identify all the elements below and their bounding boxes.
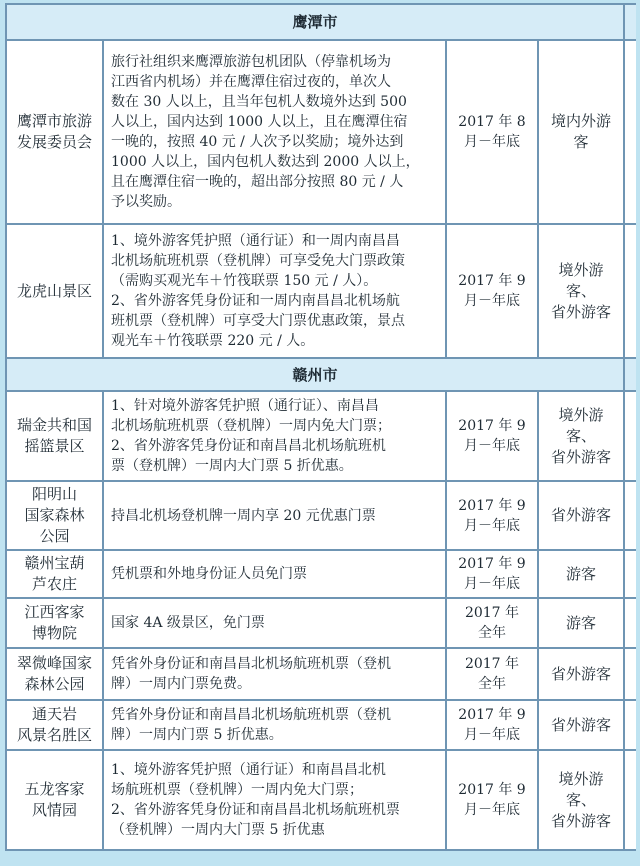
target-visitors-line: 省外游客 (551, 506, 612, 524)
policy-text (103, 750, 446, 850)
policy-text-line: 1、针对境外游客凭护照（通行证）、南昌昌 (111, 398, 379, 414)
section-title: 鹰潭市 (6, 4, 624, 40)
table-edge-cell (624, 648, 636, 700)
policy-text-line: 票（登机牌）一周内大门票 5 折优惠。 (111, 458, 353, 474)
attraction-name-line: 风情园 (31, 801, 77, 819)
target-visitors (538, 700, 624, 750)
policy-text (103, 481, 446, 550)
policy-text-line: 江西省内机场）并在鹰潭住宿过夜的，单次人 (111, 74, 391, 90)
validity-period (446, 750, 538, 850)
policy-text-line: 人以上，国内达到 1000 人以上，且在鹰潭住宿 (111, 114, 408, 130)
table-edge-cell (624, 391, 636, 481)
policy-text-line: 一晚的，按照 40 元 / 人次予以奖励；境外达到 (111, 134, 404, 150)
validity-period (446, 648, 538, 700)
target-visitors (538, 40, 624, 224)
attraction-name (6, 750, 103, 850)
policy-text-line: 牌）一周内门票免费。 (111, 676, 251, 692)
validity-period (446, 224, 538, 358)
policy-text-line: 北机场航班机票（登机牌）可享受免大门票政策 (111, 253, 405, 269)
attraction-name-line: 国家森林 (24, 506, 85, 524)
table-edge-cell (624, 550, 636, 598)
tourism-policy-table (5, 3, 636, 851)
policy-text (103, 700, 446, 750)
validity-period-line: 2017 年 9 (458, 418, 526, 434)
table-edge-cell (624, 4, 636, 40)
attraction-name (6, 550, 103, 598)
table-edge-cell (624, 40, 636, 224)
policy-text-line: 2、省外游客凭身份证和南昌昌北机场航班机 (111, 438, 386, 454)
table-row (6, 550, 636, 598)
policy-text (103, 648, 446, 700)
table-edge-cell (624, 481, 636, 550)
validity-period-line: 月－年底 (464, 802, 520, 818)
target-visitors (538, 550, 624, 598)
attraction-name (6, 481, 103, 550)
policy-text-line: 1、境外游客凭护照（通行证）和南昌昌北机 (111, 762, 386, 778)
policy-text-line: 2、省外游客凭身份证和南昌昌北机场航班机票 (111, 802, 400, 818)
policy-text-line: 牌）一周内门票 5 折优惠。 (111, 727, 283, 743)
validity-period (446, 391, 538, 481)
attraction-name-line: 赣州宝葫 (24, 554, 85, 572)
table-row (6, 224, 636, 358)
validity-period-line: 月－年底 (464, 727, 520, 743)
policy-text-line: 2、省外游客凭身份证和一周内南昌昌北机场航 (111, 293, 400, 309)
attraction-name-line: 翠微峰国家 (16, 654, 92, 672)
target-visitors-line: 境内外游客 (551, 112, 612, 151)
validity-period-line: 2017 年 9 (458, 782, 526, 798)
policy-text-line: 凭省外身份证和南昌昌北机场航班机票（登机 (111, 707, 391, 723)
policy-text-line: 予以奖励。 (111, 194, 181, 210)
validity-period-line: 月－年底 (464, 293, 520, 309)
attraction-name-line: 瑞金共和国 (16, 416, 92, 434)
policy-text-line: 国家 4A 级景区，免门票 (111, 615, 265, 631)
policy-text-line: 数在 30 人以上，且当年包机人数境外达到 500 (111, 94, 407, 110)
policy-text-line: （登机牌）一周内大门票 5 折优惠 (111, 822, 325, 838)
table-row (6, 648, 636, 700)
table-edge-cell (624, 224, 636, 358)
policy-text-line: 旅行社组织来鹰潭旅游包机团队（停靠机场为 (111, 54, 391, 70)
policy-text-line: 场航班机票（登机牌）一周内免大门票； (111, 782, 363, 798)
validity-period-line: 2017 年 8 (458, 114, 526, 130)
target-visitors-line: 省外游客 (551, 811, 612, 830)
table-row (6, 40, 636, 224)
target-visitors-line: 游客 (566, 564, 597, 583)
table-row (6, 750, 636, 850)
section-header-row (6, 4, 636, 40)
target-visitors-line: 境外游客、 (558, 405, 604, 445)
target-visitors-line: 境外游客、 (558, 260, 604, 300)
target-visitors (538, 598, 624, 648)
target-visitors-line: 省外游客 (551, 447, 612, 466)
policy-text-line: 凭省外身份证和南昌昌北机场航班机票（登机 (111, 656, 391, 672)
attraction-name-line: 摇篮景区 (24, 437, 85, 455)
target-visitors (538, 391, 624, 481)
target-visitors-line: 境外游客、 (558, 769, 604, 809)
validity-period-line: 全年 (478, 625, 506, 641)
target-visitors-line: 游客 (566, 613, 597, 632)
validity-period (446, 481, 538, 550)
validity-period (446, 550, 538, 598)
validity-period (446, 40, 538, 224)
policy-text (103, 224, 446, 358)
section-header-row (6, 358, 636, 391)
validity-period (446, 700, 538, 750)
attraction-name (6, 648, 103, 700)
policy-text-line: （需购买观光车＋竹筏联票 150 元 / 人）。 (111, 273, 378, 289)
table-row (6, 481, 636, 550)
attraction-name (6, 40, 103, 224)
target-visitors (538, 648, 624, 700)
attraction-name-line: 发展委员会 (16, 133, 92, 151)
validity-period (446, 598, 538, 648)
validity-period-line: 2017 年 (464, 605, 520, 621)
attraction-name-line: 公园 (39, 527, 70, 545)
attraction-name-line: 风景名胜区 (16, 726, 92, 744)
policy-text-line: 持昌北机场登机牌一周内享 20 元优惠门票 (111, 507, 376, 524)
policy-text-line: 班机票（登机牌）可享受大门票优惠政策，景点 (111, 313, 405, 329)
validity-period-line: 2017 年 9 (458, 556, 526, 572)
policy-text-line: 凭机票和外地身份证人员免门票 (111, 566, 307, 582)
validity-period-line: 2017 年 9 (458, 497, 526, 514)
table-row (6, 391, 636, 481)
policy-text-line: 北机场航班机票（登机牌）一周内免大门票； (111, 418, 391, 434)
policy-text-line: 1、境外游客凭护照（通行证）和一周内南昌昌 (111, 233, 400, 249)
target-visitors (538, 750, 624, 850)
table-row (6, 700, 636, 750)
target-visitors-line: 省外游客 (551, 715, 612, 734)
attraction-name (6, 391, 103, 481)
policy-text (103, 550, 446, 598)
validity-period-line: 2017 年 9 (458, 707, 526, 723)
section-title: 赣州市 (6, 358, 624, 391)
table-edge-cell (624, 700, 636, 750)
attraction-name-line: 鹰潭市旅游 (16, 112, 92, 130)
table-body (6, 4, 636, 850)
policy-text (103, 40, 446, 224)
validity-period-line: 2017 年 9 (458, 273, 526, 289)
validity-period-line: 月－年底 (464, 438, 520, 454)
policy-text-line: 1000 人以上，国内包机人数达到 2000 人以上， (111, 154, 420, 170)
target-visitors (538, 481, 624, 550)
policy-text-line: 且在鹰潭住宿一晚的，超出部分按照 80 元 / 人 (111, 174, 404, 190)
validity-period-line: 月－年底 (464, 576, 520, 592)
attraction-name-line: 通天岩 (31, 705, 77, 723)
attraction-name (6, 224, 103, 358)
attraction-name-line: 森林公园 (24, 675, 85, 693)
attraction-name-line: 阳明山 (31, 485, 77, 503)
validity-period-line: 全年 (478, 676, 506, 692)
table-edge-cell (624, 358, 636, 391)
table-row (6, 598, 636, 648)
target-visitors (538, 224, 624, 358)
attraction-name-line: 芦农庄 (31, 575, 77, 593)
attraction-name-line: 龙虎山景区 (16, 281, 92, 300)
attraction-name-line: 江西客家 (24, 603, 85, 621)
target-visitors-line: 省外游客 (551, 664, 612, 683)
target-visitors-line: 省外游客 (551, 302, 612, 321)
table-edge-cell (624, 750, 636, 850)
policy-text-line: 观光车＋竹筏联票 220 元 / 人。 (111, 333, 315, 349)
validity-period-line: 月－年底 (464, 134, 520, 150)
validity-period-line: 月－年底 (464, 517, 520, 534)
attraction-name (6, 598, 103, 648)
table-edge-cell (624, 598, 636, 648)
policy-text (103, 391, 446, 481)
attraction-name-line: 博物院 (31, 624, 77, 642)
attraction-name-line: 五龙客家 (24, 780, 85, 798)
attraction-name (6, 700, 103, 750)
validity-period-line: 2017 年 (464, 656, 520, 672)
policy-text (103, 598, 446, 648)
